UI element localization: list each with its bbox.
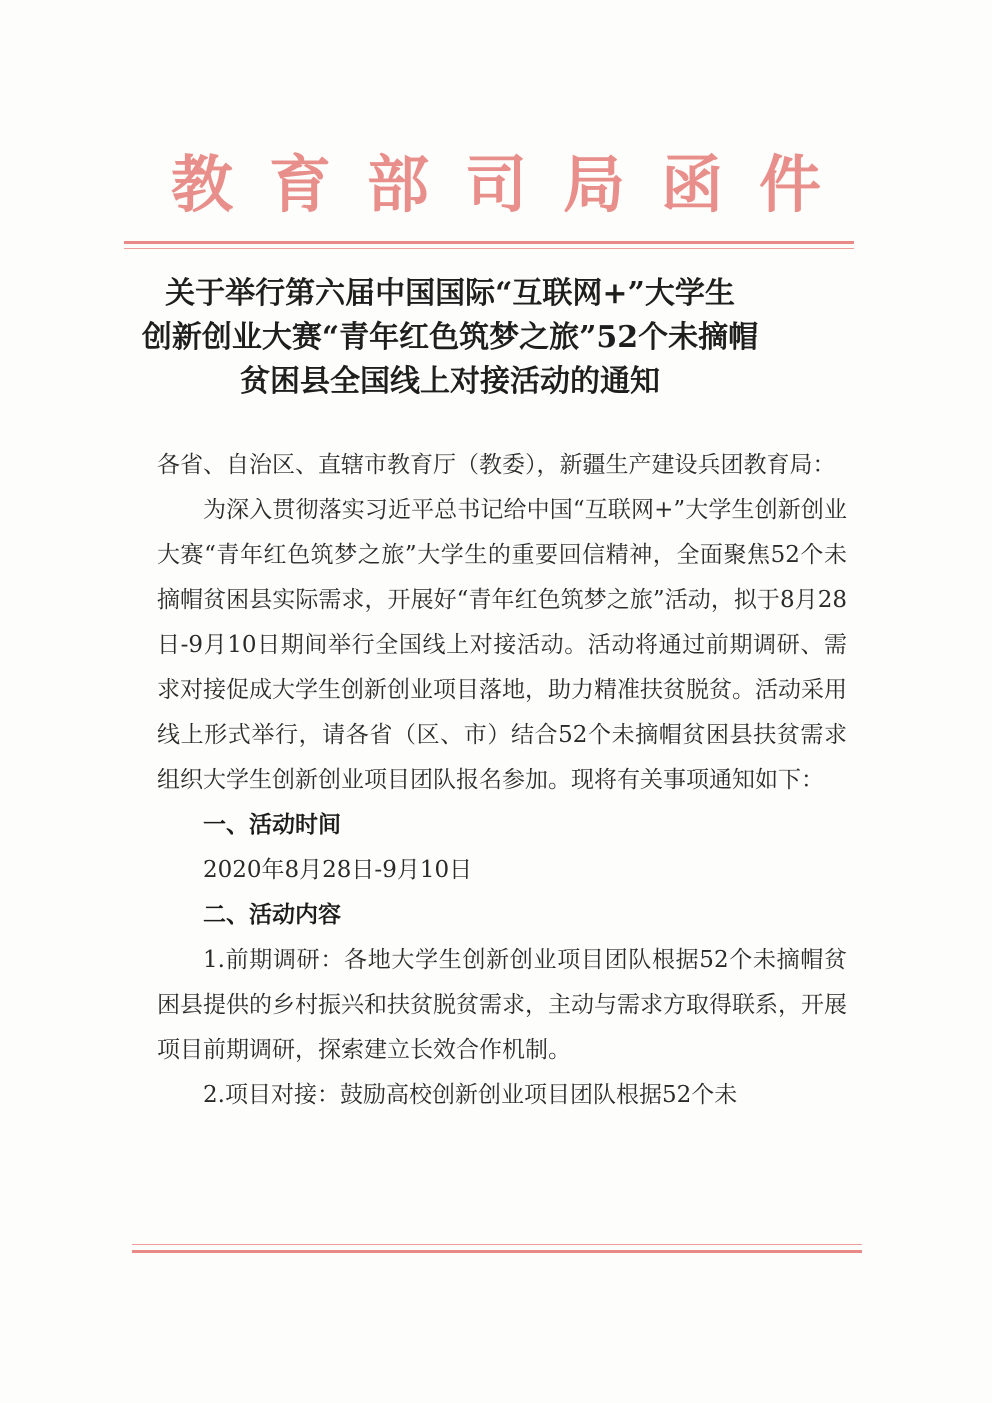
notice-title-line-3: 贫困县全国线上对接活动的通知 [240, 364, 660, 399]
content-item-research: 1.前期调研：各地大学生创新创业项目团队根据52个未摘帽贫困县提供的乡村振兴和扶贫脱贫需求，主动与需求方取得联系，开展项目前期调研，探索建立长效合作机制。 [157, 947, 847, 1063]
section-body-time: 2020年8月28日-9月10日 [203, 857, 473, 883]
intro-paragraph: 为深入贯彻落实习近平总书记给中国“互联网+”大学生创新创业大赛“青年红色筑梦之旅”大学生的重要回信精神，全面聚焦52个未摘帽贫困县实际需求，开展好“青年红色筑梦之旅”活动，拟于8月28日-9月10日期间举行全国线上对接活动。活动将通过前期调研、需求对接促成大学生创新创业项目落地，助力精准扶贫脱贫。活动采用线上形式举行，请各省（区、市）结合52个未摘帽贫困县扶贫需求组织大学生创新创业项目团队报名参加。现将有关事项通知如下： [157, 497, 847, 793]
letterhead-divider-thin [124, 248, 854, 249]
letterhead-title: 教育部司局函件 [170, 148, 857, 221]
notice-title-line-2: 创新创业大赛“青年红色筑梦之旅”52个未摘帽 [141, 320, 759, 355]
section-heading-content: 二、活动内容 [203, 902, 341, 928]
addressee: 各省、自治区、直辖市教育厅（教委），新疆生产建设兵团教育局： [157, 452, 836, 478]
notice-title-line-1: 关于举行第六届中国国际“互联网+”大学生 [165, 276, 735, 311]
section-heading-time: 一、活动时间 [203, 812, 341, 838]
content-item-matching: 2.项目对接：鼓励高校创新创业项目团队根据52个未 [203, 1082, 738, 1108]
letterhead-divider-thick [124, 241, 854, 244]
footer-divider-thin [132, 1244, 862, 1245]
footer-divider-thick [132, 1250, 862, 1253]
notice-body [157, 443, 847, 1118]
notice-title [20, 272, 880, 404]
